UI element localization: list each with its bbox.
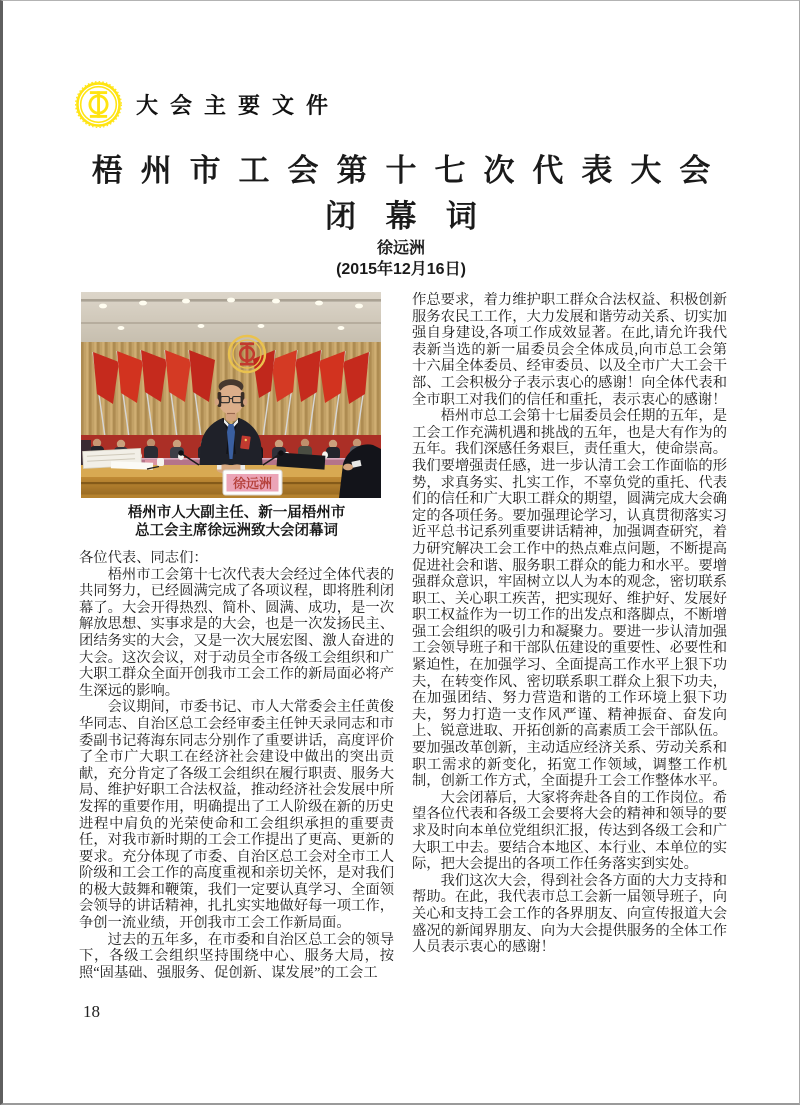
paragraph: 会议期间，市委书记、市人大常委会主任黄俊华同志、自治区总工会经审委主任钟天录同志和市委副书记蒋海东同志分别作了重要讲话，高度评价了全市广大职工在经济社会建设中做出的突出贡献，充分肯定了各级工会组织在履行职责、服务大局、维护好职工合法权益，推动经济社会发展中所发挥的重要作用，明确提出了工人阶级在新的历史进程中肩负的光荣使命和工会组织承担的重要责任，对我市新时期的工会工作提出了更高、更新的要求。充分体现了市委、自治区总工会对全市工人阶级和工会工作的高度重视和亲切关怀，是对我们的极大鼓舞和鞭策，我们一定要认真学习、全面领会领导的讲话精神，扎扎实实地做好每一项工作，争创一流业绩，开创我市工会工作新局面。: [79, 699, 394, 932]
photo-nameplate: [223, 470, 282, 495]
left-column: [79, 292, 394, 981]
photo-caption: [79, 505, 394, 540]
document-title-line2: 闭幕词: [325, 199, 507, 234]
paragraph: 梧州市工会第十七次代表大会经过全体代表的共同努力，已经圆满完成了各项议程，即将胜利闭幕了。大会开得热烈、简朴、圆满、成功，是一次解放思想、实事求是的大会，也是一次发扬民主、团结务实的大会，又是一次大展宏图、激人奋进的大会。这次会议，对于动员全市各级工会组织和广大职工群众全面开创我市工会工作的新局面必将产生深远的影响。: [79, 566, 394, 699]
photo-caption-line1: 梧州市人大副主任、新一届梧州市: [127, 505, 346, 521]
union-logo-icon: [75, 81, 122, 128]
right-column: [412, 292, 727, 981]
page-number: 18: [83, 1002, 100, 1021]
conference-photo: [81, 292, 381, 498]
paragraph-continuation: 作总要求，着力维护职工群众合法权益、积极创新服务农民工工作，大力发展和谐劳动关系、切实加强自身建设,各项工作成效显著。在此,请允许我代表新当选的新一届委员会全体成员,向市总工会第十六届全体委员、经审委员、以及全市广大工会干部、工会积极分子表示衷心的感谢！向全体代表和全市职工对我们的信任和重托，表示衷心的感谢！: [412, 292, 727, 408]
document-header: [75, 81, 340, 128]
paragraph: 过去的五年多，在市委和自治区总工会的领导下，各级工会组织坚持围绕中心、服务大局，按照“固基础、强服务、促创新、谋发展”的工会工: [79, 931, 394, 981]
two-column-body: [79, 292, 727, 981]
paragraph: 大会闭幕后，大家将奔赴各自的工作岗位。希望各位代表和各级工会要将大会的精神和领导的要求及时向本单位党组织汇报，传达到各级工会和广大职工中去。要结合本地区、本行业、本单位的实际，把大会提出的各项工作任务落实到实处。: [412, 789, 727, 873]
header-label: 大会主要文件: [136, 93, 341, 118]
photo-nameplate-text: 徐远洲: [232, 476, 273, 491]
photo-ceiling: [81, 292, 381, 344]
document-author: 徐远洲: [376, 240, 425, 257]
photo-caption-line2: 总工会主席徐远洲致大会闭幕词: [135, 522, 338, 539]
paragraph: 梧州市总工会第十七届委员会任期的五年，是工会工作充满机遇和挑战的五年，也是大有作为的五年。我们深感任务艰巨，责任重大，使命崇高。我们要增强责任感，进一步认清工会工作面临的形势，求真务实、扎实工作，不辜负党的重托、代表们的信任和广大职工群众的期望，圆满完成大会确定的各项任务。要加强理论学习，认真贯彻落实习近平总书记系列重要讲话精神，加强调查研究，着力研究解决工会工作中的热点难点问题，不断提高促进社会和谐、服务职工群众的能力和水平。要增强群众意识，牢固树立以人为本的观念，密切联系职工、关心职工疾苦，把实现好、维护好、发展好职工权益作为一切工作的出发点和落脚点，不断增强工会组织的吸引力和凝聚力。要进一步认清加强工会领导班子和干部队伍建设的重要性、必要性和紧迫性，在加强学习、全面提高工作水平上狠下功夫，在转变作风、密切联系职工群众上狠下功夫，在加强团结、努力营造和谐的工作环境上狠下功夫，努力打造一支作风严谨、精神振奋、奋发向上、锐意进取、开拓创新的高素质工会干部队伍。要加强改革创新，主动适应经济关系、劳动关系和职工需求的新变化，拓宽工作领域，调整工作机制，创新工作方式，全面提升工会工作整体水平。: [412, 408, 727, 790]
salutation: 各位代表、同志们：: [79, 550, 208, 566]
paragraph: 我们这次大会，得到社会各方面的大力支持和帮助。在此，我代表市总工会新一届领导班子，向关心和支持工会工作的各界朋友、向宣传报道大会盛况的新闻界朋友、向为大会提供服务的全体工作人员表示衷心的感谢！: [412, 872, 727, 956]
conference-photo-block: [79, 292, 394, 540]
document-title-line1: 梧州市工会第十七次代表大会: [91, 153, 729, 188]
document-date: (2015年12月16日): [336, 261, 466, 278]
